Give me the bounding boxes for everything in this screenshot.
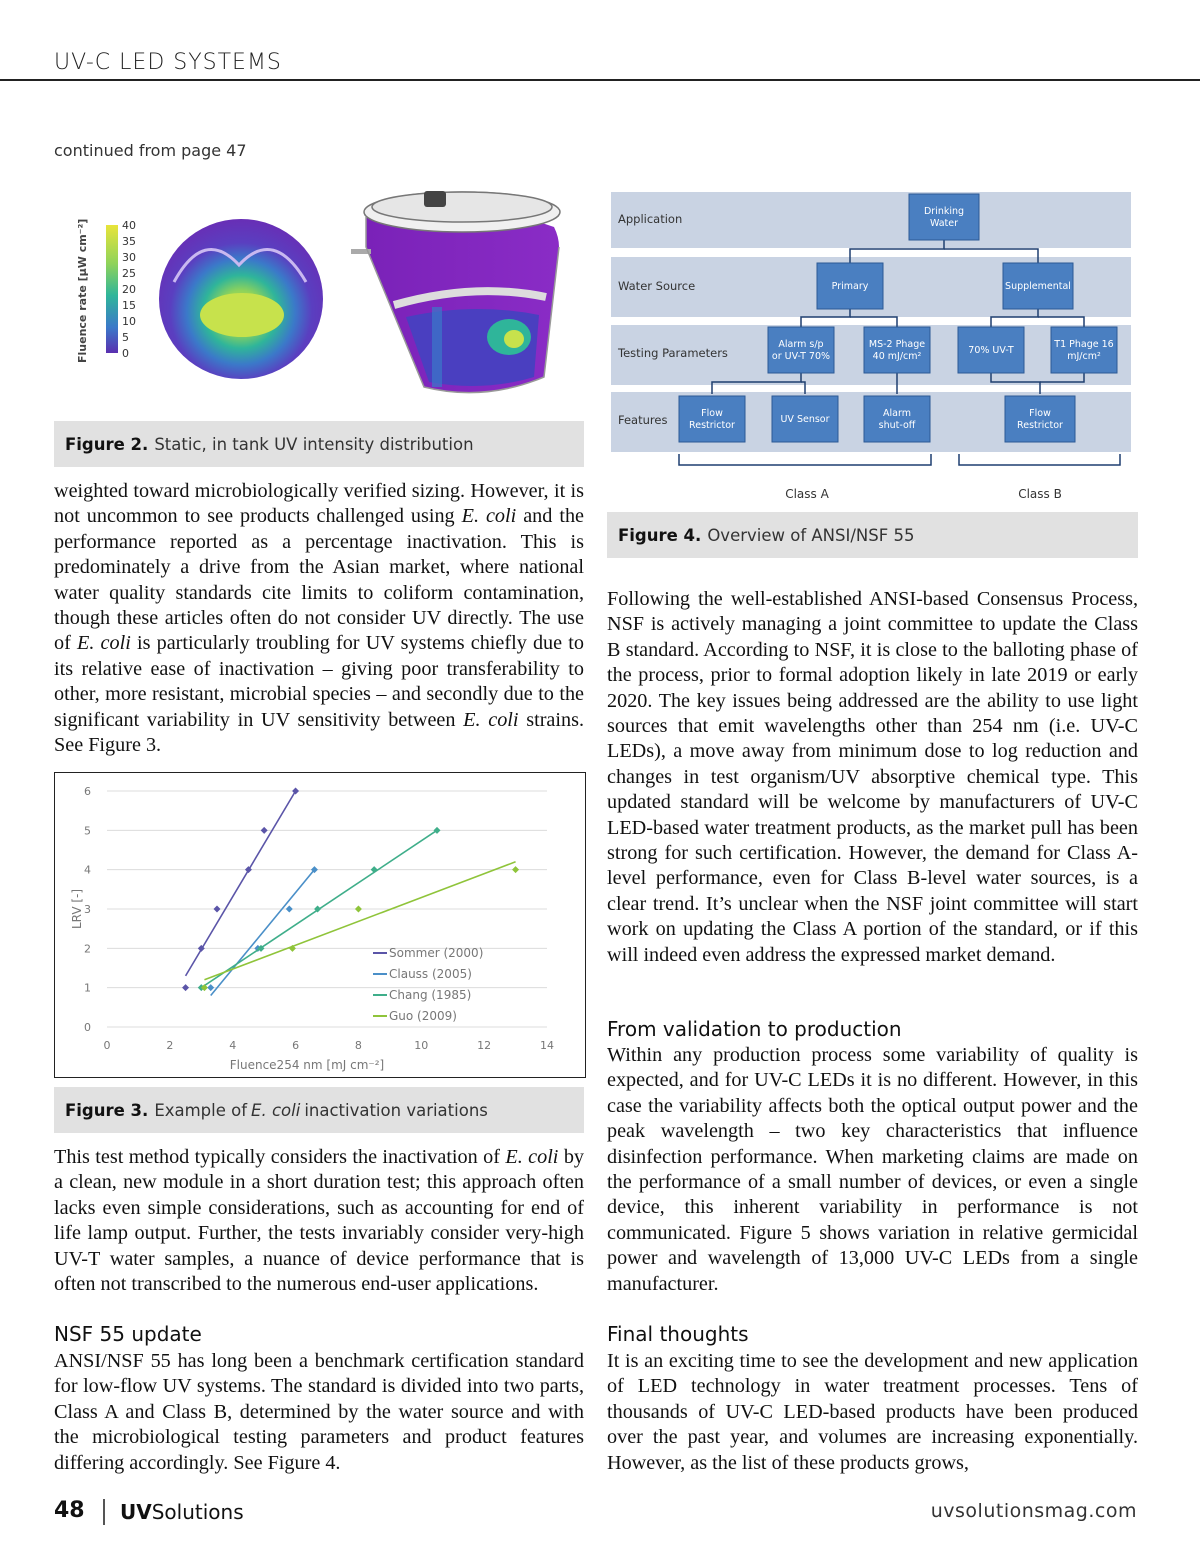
y-tick-label: 4	[84, 863, 91, 877]
x-axis-label: Fluence254 nm [mJ cm⁻²]	[229, 1058, 385, 1072]
box-uv-sensor-label: UV Sensor	[780, 414, 830, 425]
text-run: by a clean, new module in a short duration test; this approach often lacks even simple considerations, such as accounting for end of life lamp output. Further, the tests invariably consider very-high UV-T water samples, a nuance of device performance that is often not transcribed to the numerous end-user applications.	[54, 1146, 585, 1296]
x-tick-label: 10	[414, 1039, 429, 1052]
figure-2-label: Figure 2.	[65, 434, 149, 454]
y-tick-label: 1	[84, 981, 91, 995]
y-tick-label: 5	[84, 824, 91, 838]
data-point	[512, 866, 519, 873]
x-tick-label: 14	[540, 1039, 554, 1052]
colorbar-tick: 40	[122, 219, 136, 232]
colorbar-tick: 35	[122, 235, 136, 248]
box-70-uvt-label: 70% UV-T	[968, 345, 1014, 356]
heading-validation-to-production: From validation to production	[607, 1017, 902, 1041]
class-b-bracket	[959, 454, 1120, 465]
box-supplemental-label: Supplemental	[1005, 281, 1071, 292]
y-axis-label: LRV [-]	[70, 888, 84, 930]
page-header	[0, 0, 1200, 82]
heading-nsf-55-update: NSF 55 update	[54, 1322, 202, 1346]
text-run: weighted toward microbiologically verified sizing. However, it is not uncommon to see products challenged using	[54, 480, 584, 528]
box-drinking-water-label: Drinking Water	[923, 206, 965, 229]
figure-3-caption-pre: Example of	[154, 1100, 248, 1120]
row-label-features: Features	[618, 413, 668, 427]
box-t1-phage-label: T1 Phage 16 mJ/cm²	[1054, 339, 1114, 362]
row-label-water-source: Water Source	[618, 279, 696, 293]
row-label-application: Application	[618, 212, 683, 226]
row-label-testing-parameters: Testing Parameters	[618, 346, 728, 360]
x-tick-label: 2	[166, 1039, 174, 1052]
right-paragraph-3: It is an exciting time to see the development and new application of LED technology in water treatment processes. Tens of thousands of UV-C LED-based products have been produced over the past year, and volumes are increasing exponentially. However, as the list of these products grows,	[607, 1350, 1138, 1474]
colorbar	[106, 225, 118, 353]
figure-4-label: Figure 4.	[618, 525, 702, 545]
box-primary-label: Primary	[831, 281, 869, 292]
y-tick-label: 6	[84, 785, 91, 798]
figure-4-diagram	[607, 187, 1134, 504]
legend-entry: Sommer (2000)	[389, 946, 484, 960]
header-rule	[0, 79, 1200, 81]
chart-svg	[55, 773, 585, 1077]
footer-separator	[103, 1499, 105, 1525]
legend-entry: Guo (2009)	[389, 1009, 457, 1023]
colorbar-tick: 5	[122, 331, 129, 344]
x-tick-label: 4	[229, 1039, 237, 1052]
data-point	[286, 906, 293, 913]
text-run: This test method typically considers the inactivation of	[54, 1146, 506, 1168]
class-b-label: Class B	[1018, 487, 1062, 501]
data-point	[371, 866, 378, 873]
legend-entry: Clauss (2005)	[389, 967, 472, 981]
band-application	[611, 192, 1131, 248]
continued-note: continued from page 47	[54, 141, 247, 160]
figure-4-caption-text: Overview of ANSI/NSF 55	[707, 525, 915, 545]
figure-2-image	[54, 187, 584, 421]
box-flow-restrictor-a	[679, 396, 745, 442]
data-point	[182, 984, 189, 991]
figure-3-chart	[54, 772, 586, 1078]
box-alarm-uvt	[768, 327, 834, 373]
figure-3-caption	[54, 1087, 584, 1133]
box-t1-phage	[1051, 327, 1117, 373]
tank-render	[351, 191, 560, 393]
box-alarm-shutoff	[864, 396, 930, 442]
text-run-italic: E. coli	[505, 1146, 559, 1168]
text-run-italic: E. coli	[461, 505, 517, 528]
legend-entry: Chang (1985)	[389, 988, 472, 1002]
figure-3-caption-post: inactivation variations	[304, 1100, 488, 1120]
data-point	[214, 906, 221, 913]
right-paragraph-1: Following the well-established ANSI-based Consensus Process, NSF is actively managing a joint committee to update the Class B standard. According to NSF, it is close to the balloting phase of the process, prior to formal adoption likely in late 2019 or early 2020. The key issues being addressed are the ability to use light sources that emit wavelengths other than 254 nm (i.e. UV-C LEDs), a move away from minimum dose to log reduction and changes in test organism/UV absorptive chemical type. This updated standard will be welcome by manufacturers of UV-C LED-based water treatment products, as the market pull has been strong for such certification. However, the demand for Class A-level performance, even for Class B-level water sources, is a clear trend. It’s unclear when the NSF joint committee will start work on updating the Class A portion of the standard, or if this will indeed even address the expressed market demand.	[607, 588, 1138, 966]
y-tick-label: 2	[84, 942, 91, 956]
text-run: strains. See Figure 3.	[54, 708, 584, 757]
footer-url: uvsolutionsmag.com	[930, 1500, 1137, 1522]
class-a-label: Class A	[785, 487, 829, 501]
data-point	[355, 906, 362, 913]
x-tick-label: 0	[103, 1039, 111, 1052]
class-a-bracket	[679, 454, 931, 465]
box-drinking-water	[909, 194, 979, 240]
box-ms2-phage-label: MS-2 Phage 40 mJ/cm²	[868, 339, 926, 362]
colorbar-title: Fluence rate [µW cm⁻²]	[76, 218, 89, 363]
right-paragraph-2: Within any production process some variability of quality is expected, and for UV-C LEDs it is no different. However, in this case the variability affects both the optical output power and the peak wavelength – two key characteristics that influence disinfection performance. When marketing claims are made on the performance of a small number of devices, or even a single device, this inherent variability in performance is not communicated. Figure 5 shows variation in relative germicidal power and wavelength of 13,000 UV-C LEDs from a single manufacturer.	[607, 1044, 1138, 1295]
data-point	[261, 827, 268, 834]
box-flow-restrictor-a-label: Flow Restrictor	[689, 408, 735, 431]
left-paragraph-3: ANSI/NSF 55 has long been a benchmark certification standard for low-flow UV systems. The standard is divided into two parts, Class A and Class B, determined by the water source and with the microbiological testing parameters and product features differing accordingly. See Figure 4.	[54, 1350, 584, 1474]
figure-2-caption-text: Static, in tank UV intensity distribution	[154, 434, 474, 454]
colorbar-ticks	[122, 219, 136, 360]
disc-core	[200, 293, 284, 337]
colorbar-tick: 15	[122, 299, 136, 312]
x-tick-label: 8	[354, 1039, 362, 1052]
brand-solutions: Solutions	[151, 1500, 244, 1524]
left-paragraph-2	[54, 1145, 584, 1297]
section-title: UV-C LED SYSTEMS	[54, 50, 282, 75]
box-alarm-uvt-label: Alarm s/p or UV-T 70%	[771, 339, 831, 362]
brand-uv: UV	[120, 1500, 152, 1524]
left-paragraph-1	[54, 479, 584, 758]
page-number: 48	[54, 1498, 85, 1523]
heading-final-thoughts: Final thoughts	[607, 1322, 749, 1346]
y-tick-label: 0	[84, 1021, 91, 1034]
figure-3-label: Figure 3.	[65, 1100, 149, 1120]
colorbar-tick: 25	[122, 267, 136, 280]
text-run: is particularly troubling for UV systems chiefly due to its relative ease of inactivation – giving poor transferability to other, more resistant, microbial species – and secondly due to the significant variability in UV sensitivity between	[54, 632, 584, 731]
colorbar-tick: 0	[122, 347, 129, 360]
y-tick-label: 3	[84, 903, 91, 916]
data-point	[207, 984, 214, 991]
colorbar-tick: 20	[122, 283, 136, 296]
text-run-italic: E. coli	[76, 632, 131, 655]
text-run: and the performance reported as a percentage inactivation. This is predominately a drive from the Asian market, where national water quality standards cite limits to coliform contamination, though these articles often do not consider UV directly. The use of	[54, 505, 585, 655]
box-flow-restrictor-b-label: Flow Restrictor	[1017, 408, 1063, 431]
series-fit-line	[204, 862, 515, 980]
x-tick-label: 6	[292, 1039, 300, 1052]
figure-3-caption-em: E. coli	[251, 1100, 301, 1120]
x-tick-label: 12	[477, 1039, 492, 1052]
box-ms2-phage	[864, 327, 930, 373]
colorbar-tick: 30	[122, 251, 136, 264]
figure-2-caption	[54, 421, 584, 467]
box-alarm-shutoff-label: Alarm shut-off	[878, 408, 916, 431]
text-run-italic: E. coli	[463, 708, 519, 731]
box-flow-restrictor-b	[1005, 396, 1075, 442]
footer-brand	[120, 1500, 244, 1524]
figure-4-caption	[607, 512, 1138, 558]
data-point	[292, 788, 299, 795]
colorbar-tick: 10	[122, 315, 136, 328]
series-fit-line	[211, 870, 315, 996]
